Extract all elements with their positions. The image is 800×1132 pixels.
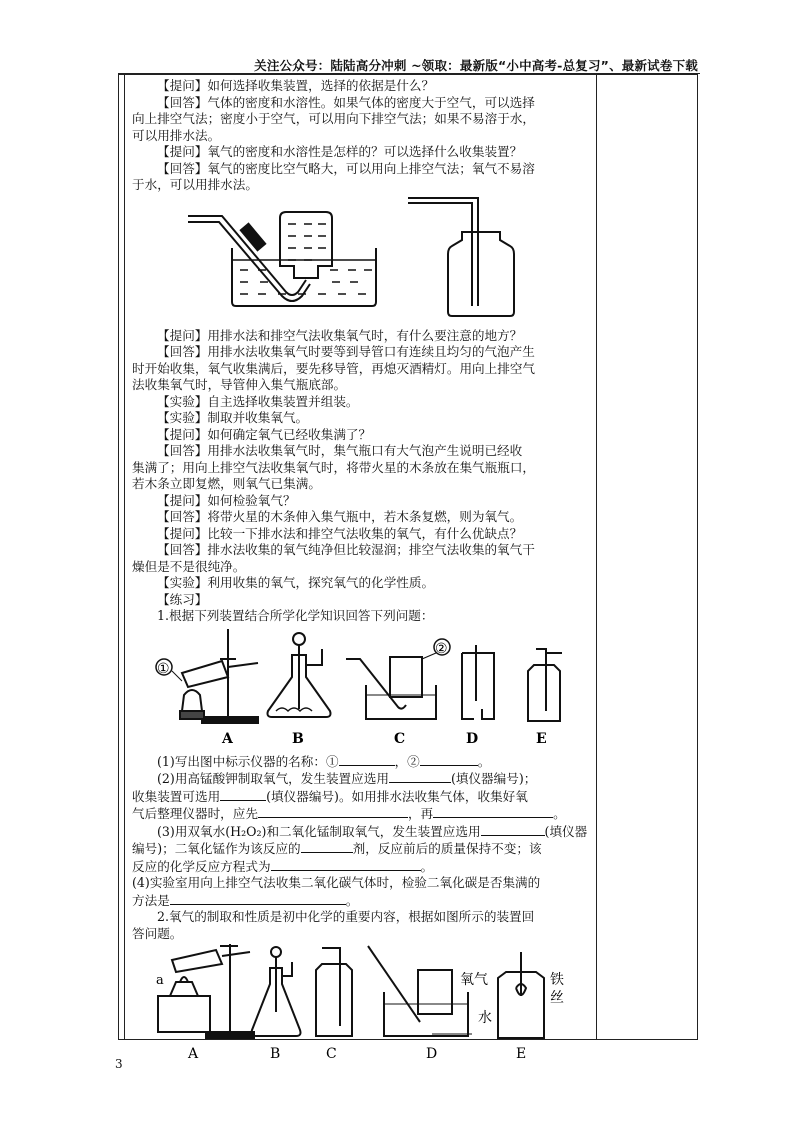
experiment-line: 【实验】自主选择收集装置并组装。: [157, 393, 359, 409]
upright-gas-bottle: [408, 198, 514, 316]
answer-line: 时开始收集，氧气收集满后，要先移导管，再熄灭酒精灯。用向上排空气: [132, 360, 535, 376]
answer-line: 向上排空气法；密度小于空气，可以用向下排空气法；如果不易溶于水，: [132, 111, 535, 126]
answer-line: 【回答】将带火星的木条伸入集气瓶中，若木条复燃，则为氧气。: [157, 509, 523, 524]
apparatus-a: [158, 944, 254, 1038]
question-line: 【提问】如何确定氧气已经收集满了？: [157, 426, 372, 442]
question-collection-device: 【提问】如何选择收集装置，选择的依据是什么？: [157, 78, 435, 93]
header-text: 关注公众号：陆陆高分冲刺 ~领取：最新版“小中高考-总复习”、最新试卷下载: [254, 58, 698, 73]
delivery-tube: [188, 216, 310, 301]
table-right-column-line: [596, 74, 597, 1040]
answer-line: 【回答】用排水法收集氧气时，集气瓶口有大气泡产生说明已经收: [157, 443, 523, 458]
annotation-iron-1: 铁: [550, 972, 564, 988]
exercise-2-prompt: 2.氧气的制取和性质是初中化学的重要内容，根据如图所示的装置回: [157, 909, 535, 924]
annotation-a: a: [156, 973, 164, 988]
label-d: D: [426, 1046, 438, 1062]
exercise-1-part-2-cont: 收集装置可选用 (填仪器编号)。如用排水法收集气体，收集好氧: [132, 788, 528, 804]
exercise-1-part-2: (2)用高锰酸钾制取氧气，发生装置应选用 (填仪器编号)；: [157, 771, 537, 786]
label-c: C: [394, 730, 406, 747]
exercise-1-apparatus-figure: [132, 625, 594, 749]
annotation-water: 水: [478, 1010, 492, 1026]
exercise-1-part-3-cont: 反应的化学反应方程式为 。: [132, 858, 434, 874]
annotation-oxygen: 氧气: [460, 972, 488, 988]
exercise-1-part-4: (4)实验室用向上排空气法收集二氧化碳气体时，检验二氧化碳是否集满的: [132, 875, 541, 890]
question-line: 【提问】比较一下排水法和排空气法收集的氧气，有什么优缺点？: [157, 525, 523, 541]
exercise-1-part-3: (3)用双氧水(H₂O₂)和二氧化锰制取氧气，发生装置应选用 (填仪器: [157, 823, 588, 839]
experiment-line: 【实验】利用收集的氧气，探究氧气的化学性质。: [157, 575, 435, 590]
answer-blank[interactable]: [389, 770, 451, 783]
label-a: A: [188, 1046, 199, 1062]
exercise-2-prompt-cont: 答问题。: [132, 925, 183, 941]
label-e: E: [516, 1046, 527, 1062]
answer-line: 【回答】气体的密度和水溶性。如果气体的密度大于空气，可以选择: [157, 94, 535, 110]
answer-line: 【回答】氧气的密度比空气略大，可以用向上排空气法；氧气不易溶: [157, 160, 535, 176]
annotation-iron-2: 丝: [550, 990, 564, 1006]
label-d: D: [466, 730, 479, 747]
answer-line: 燥但是不是很纯净。: [132, 558, 246, 574]
label-a: A: [222, 730, 233, 747]
apparatus-e: [528, 649, 562, 721]
collection-apparatus-figure: [132, 194, 594, 324]
label-e: E: [536, 730, 547, 747]
exercise-2-apparatus-figure: [132, 942, 594, 1062]
answer-blank[interactable]: [420, 753, 478, 766]
answer-line: 若木条立即复燃，则氧气已集满。: [132, 476, 321, 491]
apparatus-d: [368, 946, 472, 1036]
answer-blank[interactable]: [220, 788, 266, 801]
mark-1: ①: [157, 660, 170, 677]
answer-line: 集满了；用向上排空气法收集氧气时，将带火星的木条放在集气瓶瓶口，: [132, 459, 535, 475]
answer-blank[interactable]: [339, 753, 395, 766]
exercise-1-part-4-cont: 方法是 。: [132, 892, 359, 908]
bottle-water-dashes: [288, 224, 326, 260]
question-line: 【提问】如何检验氧气？: [157, 492, 296, 508]
page-header: [0, 56, 800, 72]
exercise-1-part-2-cont: 气后整理仪器时，应先 ，再 。: [132, 806, 566, 821]
answer-blank[interactable]: [481, 823, 545, 836]
answer-blank[interactable]: [170, 892, 346, 905]
inverted-gas-bottle: [280, 212, 332, 278]
label-b: B: [270, 1046, 281, 1062]
answer-line: 可以用排水法。: [132, 127, 221, 143]
answer-blank[interactable]: [258, 805, 408, 818]
exercise-1-prompt: 1.根据下列装置结合所学化学知识回答下列问题：: [157, 608, 434, 623]
answer-line: 法收集氧气时，导管伸入集气瓶底部。: [132, 377, 347, 392]
mark-2: ②: [435, 640, 448, 657]
exercise-heading: 【练习】: [157, 591, 208, 607]
answer-blank[interactable]: [433, 805, 553, 818]
label-c: C: [326, 1046, 337, 1062]
apparatus-e: [498, 952, 544, 1038]
apparatus-d: [462, 645, 494, 719]
apparatus-c: [316, 948, 352, 1036]
exercise-1-part-1: (1)写出图中标示仪器的名称：① ，② 。: [157, 753, 491, 769]
table-left-column-line: [124, 74, 125, 1040]
answer-line: 于水，可以用排水法。: [132, 177, 258, 192]
answer-line: 【回答】排水法收集的氧气纯净但比较湿润；排空气法收集的氧气干: [157, 542, 535, 557]
lesson-content: [132, 74, 594, 1066]
answer-blank[interactable]: [301, 840, 353, 853]
page-number: 3: [115, 1057, 123, 1071]
answer-line: 【回答】用排水法收集氧气时要等到导管口有连续且均匀的气泡产生: [157, 344, 535, 359]
apparatus-b: [268, 633, 331, 717]
question-attention-points: 【提问】用排水法和排空气法收集氧气时，有什么要注意的地方？: [157, 327, 523, 343]
label-b: B: [292, 730, 304, 747]
exercise-1-part-3-cont: 编号)；二氧化锰作为该反应的 剂，反应前后的质量保持不变；该: [132, 841, 542, 856]
apparatus-b: [252, 947, 301, 1036]
apparatus-a: [156, 629, 258, 723]
question-oxygen-property: 【提问】氧气的密度和水溶性是怎样的？可以选择什么收集装置？: [157, 144, 523, 159]
answer-blank[interactable]: [271, 858, 421, 871]
experiment-line: 【实验】制取并收集氧气。: [157, 410, 309, 425]
